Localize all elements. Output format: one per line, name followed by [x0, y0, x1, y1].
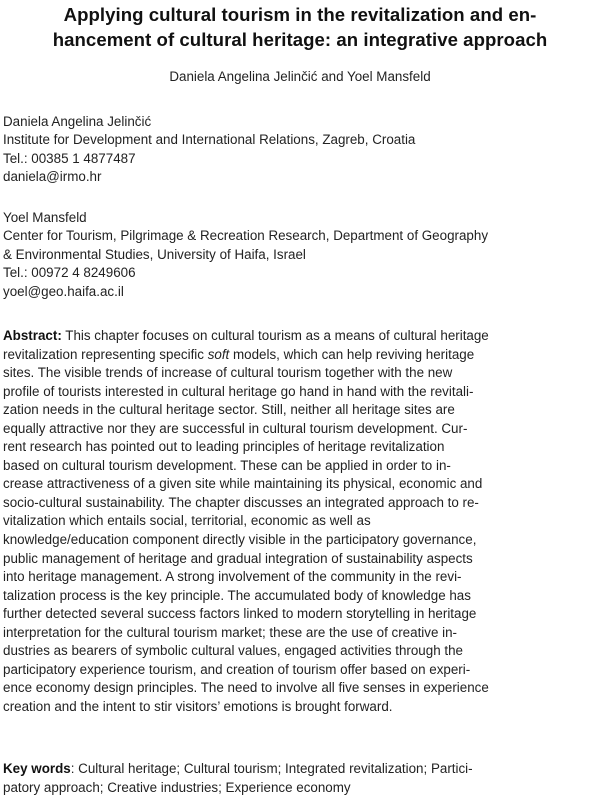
author-email-link[interactable]: yoel@geo.haifa.ac.il — [3, 283, 124, 299]
abstract-line: sites. The visible trends of increase of cultural tourism together with the new — [3, 365, 453, 381]
author-name: Daniela Angelina Jelinčić — [3, 114, 152, 129]
author-block-mansfeld — [3, 209, 488, 301]
author-affiliation: Institute for Development and International Relations, Zagreb, Croatia — [3, 132, 416, 148]
abstract-line: zation needs in the cultural heritage sector. Still, neither all heritage sites are — [3, 402, 455, 418]
abstract-line: ence economy design principles. The need to involve all five senses in experience — [3, 680, 489, 696]
abstract-line: into heritage management. A strong involvement of the community in the revi- — [3, 569, 462, 585]
abstract-line: equally attractive nor they are successful in cultural tourism development. Cur- — [3, 420, 468, 436]
abstract-text: This chapter focuses on cultural tourism as a means of cultural heritage — [61, 328, 489, 343]
author-affiliation: & Environmental Studies, University of Haifa, Israel — [3, 246, 306, 262]
abstract-line — [3, 346, 597, 365]
abstract-line — [3, 327, 597, 346]
title-line: Applying cultural tourism in the revitalization and en- — [63, 4, 537, 25]
author-phone: Tel.: 00385 1 4877487 — [3, 150, 136, 166]
abstract-line: creation and the intent to stir visitors’ emotions is brought forward. — [3, 698, 393, 714]
abstract-line: knowledge/education component directly visible in the participatory governance, — [3, 532, 477, 548]
abstract-line: socio-cultural sustainability. The chapter discusses an integrated approach to re- — [3, 494, 479, 510]
author-phone: Tel.: 00972 4 8249606 — [3, 265, 136, 281]
author-affiliation: Center for Tourism, Pilgrimage & Recreation Research, Department of Geography — [3, 228, 489, 244]
abstract-text: revitalization representing specific — [3, 346, 208, 362]
abstract-line: vitalization which entails social, territorial, economic as well as — [3, 513, 371, 529]
abstract-text: models, which can help reviving heritage — [229, 346, 475, 362]
abstract-line: talization process is the key principle. The accumulated body of knowledge has — [3, 587, 471, 603]
abstract-line: public management of heritage and gradual integration of sustainability aspects — [3, 550, 473, 566]
author-email-link[interactable]: daniela@irmo.hr — [3, 169, 102, 185]
abstract — [3, 327, 597, 716]
abstract-line: rent research has pointed out to leading principles of heritage revitalization — [3, 439, 445, 455]
abstract-line: profile of tourists interested in cultural heritage go hand in hand with the revitali- — [3, 383, 474, 399]
abstract-line: based on cultural tourism development. These can be applied in order to in- — [3, 457, 451, 473]
author-block-jelincic — [3, 113, 415, 187]
abstract-line: crease attractiveness of a given site while maintaining its physical, economic and — [3, 476, 483, 492]
abstract-line: dustries as bearers of symbolic cultural values, engaged activities through the — [3, 643, 463, 659]
abstract-line: participatory experience tourism, and creation of tourism offer based on experi- — [3, 661, 471, 677]
keywords-text: : Cultural heritage; Cultural tourism; Integrated revitalization; Partici- — [70, 761, 473, 776]
abstract-line: further detected several success factors linked to modern storytelling in heritage — [3, 606, 477, 622]
author-byline: Daniela Angelina Jelinčić and Yoel Mansfeld — [169, 69, 431, 84]
keywords-line: patory approach; Creative industries; Experience economy — [3, 779, 351, 795]
keywords-line — [3, 760, 597, 779]
abstract-line: interpretation for the cultural tourism market; these are the use of creative in- — [3, 624, 458, 640]
author-name: Yoel Mansfeld — [3, 210, 87, 225]
abstract-label: Abstract: — [3, 328, 62, 343]
abstract-emphasis: soft — [207, 346, 230, 362]
paper-title — [0, 2, 600, 52]
keywords-label: Key words — [3, 761, 71, 776]
keywords — [3, 760, 597, 797]
title-line: hancement of cultural heritage: an integrative approach — [52, 29, 548, 50]
